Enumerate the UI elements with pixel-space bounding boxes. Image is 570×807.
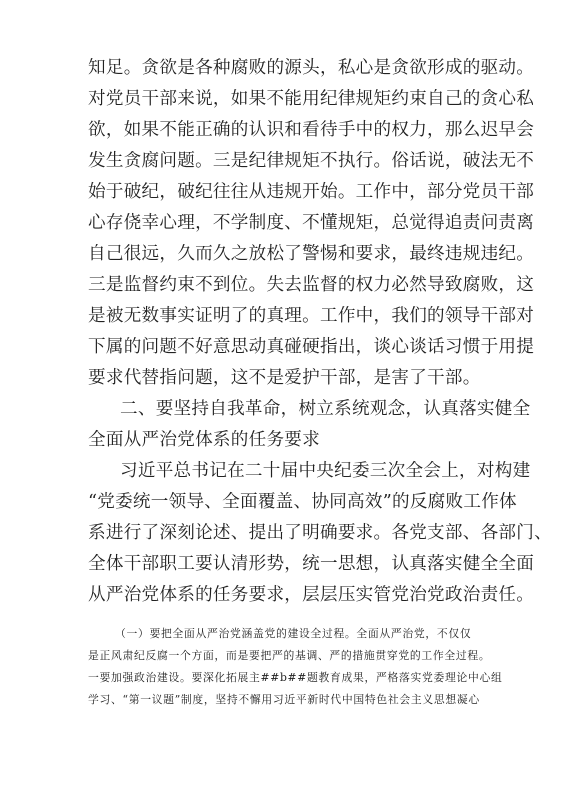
body-line-5: 始于破纪，破纪往往从违规开始。工作中，部分党员干部 — [88, 182, 535, 202]
body-line-3: 欲，如果不能正确的认识和看待手中的权力，那么迟早会 — [88, 120, 535, 140]
body-line-11: 要求代替指问题，这不是爱护干部，是害了干部。 — [88, 368, 481, 388]
small-text-line-1: （一）要把全面从严治党涵盖党的建设全过程。全面从严治党，不仅仅 — [115, 627, 472, 640]
body-line-1: 知足。贪欲是各种腐败的源头，私心是贪欲形成的驱动。 — [88, 58, 535, 78]
body-line-8: 三是监督约束不到位。失去监督的权力必然导致腐败，这 — [88, 275, 535, 295]
small-text-line-4: 学习、“第一议题”制度，坚持不懈用习近平新时代中国特色社会主义思想凝心 — [88, 693, 480, 706]
body-line-10: 下属的问题不好意思动真碰硬指出，谈心谈话习惯于用提 — [88, 337, 535, 357]
section-heading-line-2: 全面从严治党体系的任务要求 — [88, 430, 320, 450]
paragraph-2-line-1: 习近平总书记在二十届中央纪委三次全会上，对构建 — [120, 461, 531, 481]
body-line-9: 是被无数事实证明了的真理。工作中，我们的领导干部对 — [88, 306, 535, 326]
small-text-line-2: 是正风肃纪反腐一个方面，而是要把严的基调、严的措施贯穿党的工作全过程。 — [88, 649, 491, 662]
paragraph-2-line-5: 从严治党体系的任务要求，层层压实管党治党政治责任。 — [88, 585, 535, 605]
paragraph-2-line-2: “党委统一领导、全面覆盖、协同高效”的反腐败工作体 — [88, 492, 517, 512]
body-line-7: 自己很远，久而久之放松了警惕和要求，最终违规违纪。 — [88, 244, 535, 264]
paragraph-2-line-3: 系进行了深刻论述、提出了明确要求。各党支部、各部门、 — [88, 523, 552, 543]
body-line-6: 心存侥幸心理，不学制度、不懂规矩，总觉得追责问责离 — [88, 213, 535, 233]
body-line-4: 发生贪腐问题。三是纪律规矩不执行。俗话说，破法无不 — [88, 151, 535, 171]
paragraph-2-line-4: 全体干部职工要认清形势，统一思想，认真落实健全全面 — [88, 554, 535, 574]
small-text-line-3: 一要加强政治建设。要深化拓展主##b##题教育成果，严格落实党委理论中心组 — [88, 671, 503, 684]
body-line-2: 对党员干部来说，如果不能用纪律规矩约束自己的贪心私 — [88, 89, 535, 109]
section-heading-line-1: 二、要坚持自我革命，树立系统观念，认真落实健全 — [120, 399, 531, 419]
